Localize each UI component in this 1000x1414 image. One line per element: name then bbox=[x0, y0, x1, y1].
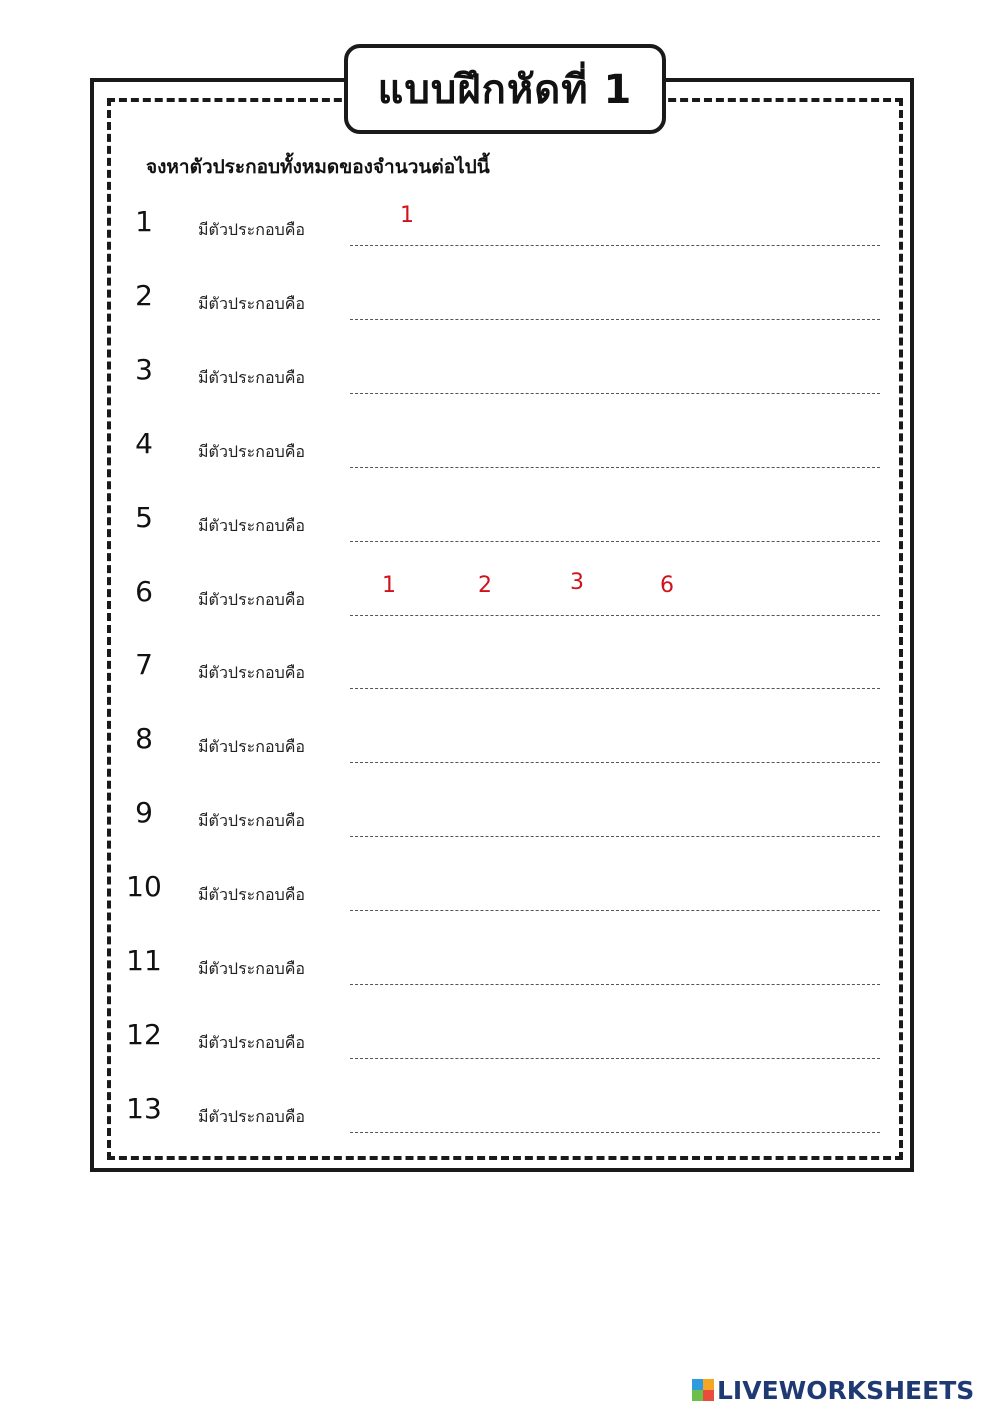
answer-line[interactable] bbox=[350, 319, 880, 320]
answer-line[interactable] bbox=[350, 467, 880, 468]
factors-label: มีตัวประกอบคือ bbox=[198, 663, 306, 683]
exercise-number: 11 bbox=[126, 944, 162, 977]
factors-label: มีตัวประกอบคือ bbox=[198, 293, 306, 313]
factors-label: มีตัวประกอบคือ bbox=[198, 515, 306, 535]
answer-value: 6 bbox=[660, 572, 674, 598]
answer-value: 3 bbox=[570, 569, 584, 595]
title-box bbox=[344, 44, 666, 134]
answer-value: 2 bbox=[478, 572, 492, 598]
instruction-text: จงหาตัวประกอบทั้งหมดของจำนวนต่อไปนี้ bbox=[146, 156, 490, 178]
exercise-row bbox=[0, 1018, 1000, 1092]
exercise-number: 9 bbox=[135, 796, 153, 830]
exercise-row bbox=[0, 353, 1000, 427]
answer-value: 1 bbox=[400, 203, 414, 228]
exercise-number: 1 bbox=[135, 205, 153, 238]
answer-line[interactable] bbox=[350, 688, 880, 689]
exercise-row bbox=[0, 722, 1000, 796]
factors-label: มีตัวประกอบคือ bbox=[198, 220, 306, 239]
exercise-number: 4 bbox=[135, 426, 153, 460]
liveworksheets-logo-icon bbox=[692, 1379, 714, 1401]
exercise-number: 8 bbox=[135, 722, 153, 756]
liveworksheets-logo bbox=[692, 1374, 974, 1406]
answer-line[interactable] bbox=[350, 615, 880, 616]
answer-value: 1 bbox=[382, 572, 396, 598]
exercise-number: 6 bbox=[135, 574, 153, 608]
answer-line[interactable] bbox=[350, 762, 880, 763]
exercise-row bbox=[0, 205, 1000, 279]
answer-line[interactable] bbox=[350, 836, 880, 837]
factors-label: มีตัวประกอบคือ bbox=[198, 441, 306, 461]
exercise-row bbox=[0, 501, 1000, 575]
answer-line[interactable] bbox=[350, 1058, 880, 1059]
factors-label: มีตัวประกอบคือ bbox=[198, 959, 306, 978]
watermark-text: LIVEWORKSHEETS bbox=[717, 1375, 975, 1405]
exercise-row bbox=[0, 870, 1000, 944]
exercise-number: 13 bbox=[126, 1091, 162, 1125]
factors-label: มีตัวประกอบคือ bbox=[198, 811, 306, 831]
answer-line[interactable] bbox=[350, 984, 880, 985]
factors-label: มีตัวประกอบคือ bbox=[198, 589, 306, 609]
exercise-row bbox=[0, 944, 1000, 1018]
exercise-number: 3 bbox=[135, 352, 153, 386]
exercise-number: 5 bbox=[135, 500, 153, 534]
exercise-number: 10 bbox=[126, 870, 162, 904]
exercise-row bbox=[0, 1092, 1000, 1166]
answer-line[interactable] bbox=[350, 541, 880, 542]
answer-line[interactable] bbox=[350, 393, 880, 394]
exercise-row bbox=[0, 427, 1000, 501]
answer-line[interactable] bbox=[350, 245, 880, 246]
exercise-number: 12 bbox=[126, 1017, 162, 1051]
exercise-row bbox=[0, 796, 1000, 870]
factors-label: มีตัวประกอบคือ bbox=[198, 1032, 306, 1052]
worksheet-title: แบบฝึกหัดที่ 1 bbox=[377, 67, 633, 113]
exercise-number: 7 bbox=[135, 648, 153, 682]
factors-label: มีตัวประกอบคือ bbox=[198, 885, 306, 905]
answer-line[interactable] bbox=[350, 1132, 880, 1133]
exercise-number: 2 bbox=[135, 278, 153, 312]
exercise-row bbox=[0, 569, 1000, 649]
exercise-row bbox=[0, 648, 1000, 722]
factors-label: มีตัวประกอบคือ bbox=[198, 367, 306, 387]
answer-line[interactable] bbox=[350, 910, 880, 911]
exercise-row bbox=[0, 279, 1000, 353]
factors-label: มีตัวประกอบคือ bbox=[198, 737, 306, 757]
factors-label: มีตัวประกอบคือ bbox=[198, 1106, 306, 1126]
